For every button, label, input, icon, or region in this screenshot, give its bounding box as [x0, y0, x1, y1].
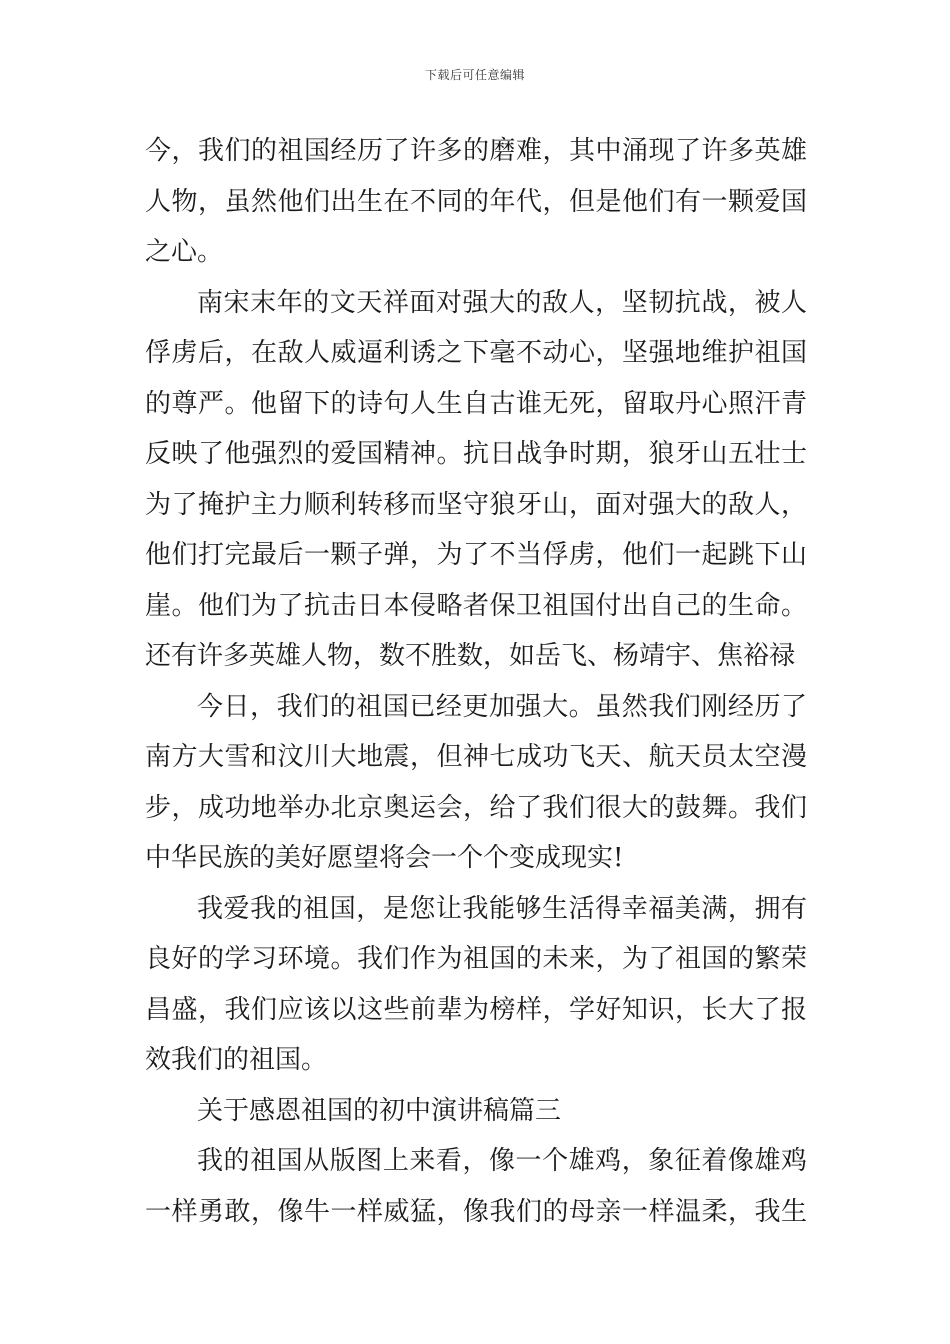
- text-line: 今，我们的祖国经历了许多的磨难，其中涌现了许多英雄: [145, 136, 807, 166]
- text-line: 效我们的祖国。: [145, 1045, 328, 1075]
- text-line: 俘虏后，在敌人威逼利诱之下毫不动心，坚强地维护祖国: [145, 338, 807, 368]
- text-line: 南方大雪和汶川大地震，但神七成功飞天、航天员太空漫: [145, 742, 807, 772]
- section-heading: 关于感恩祖国的初中演讲稿篇三: [197, 1095, 562, 1126]
- text-line: 反映了他强烈的爱国精神。抗日战争时期，狼牙山五壮士: [145, 439, 807, 469]
- text-line: 之心。: [145, 237, 224, 267]
- header-note: 下载后可任意编辑: [424, 68, 525, 82]
- document-body: [145, 126, 807, 1237]
- text-line: 今日，我们的祖国已经更加强大。虽然我们刚经历了: [197, 691, 807, 722]
- text-line: 我爱我的祖国，是您让我能够生活得幸福美满，拥有: [197, 893, 807, 924]
- text-line: 人物，虽然他们出生在不同的年代，但是他们有一颗爱国: [145, 186, 807, 217]
- text-line: 崖。他们为了抗击日本侵略者保卫祖国付出自己的生命。: [145, 590, 807, 621]
- text-line: 南宋末年的文天祥面对强大的敌人，坚韧抗战，被人: [197, 287, 807, 318]
- text-line: 步，成功地举办北京奥运会，给了我们很大的鼓舞。我们: [145, 792, 807, 823]
- text-line: 良好的学习环境。我们作为祖国的未来，为了祖国的繁荣: [145, 944, 807, 974]
- text-line: 他们打完最后一颗子弹，为了不当俘虏，他们一起跳下山: [145, 540, 807, 570]
- text-line: 为了掩护主力顺利转移而坚守狼牙山，面对强大的敌人，: [145, 489, 807, 520]
- text-line: 中华民族的美好愿望将会一个个变成现实!: [145, 843, 624, 873]
- text-line: 还有许多英雄人物，数不胜数，如岳飞、杨靖宇、焦裕禄: [145, 641, 796, 671]
- text-line: 我的祖国从版图上来看，像一个雄鸡，象征着像雄鸡: [197, 1146, 807, 1176]
- text-line: 昌盛，我们应该以这些前辈为榜样，学好知识，长大了报: [145, 994, 807, 1025]
- text-line: 的尊严。他留下的诗句人生自古谁无死，留取丹心照汗青: [145, 388, 807, 419]
- text-line: 一样勇敢，像牛一样威猛，像我们的母亲一样温柔，我生: [145, 1196, 807, 1227]
